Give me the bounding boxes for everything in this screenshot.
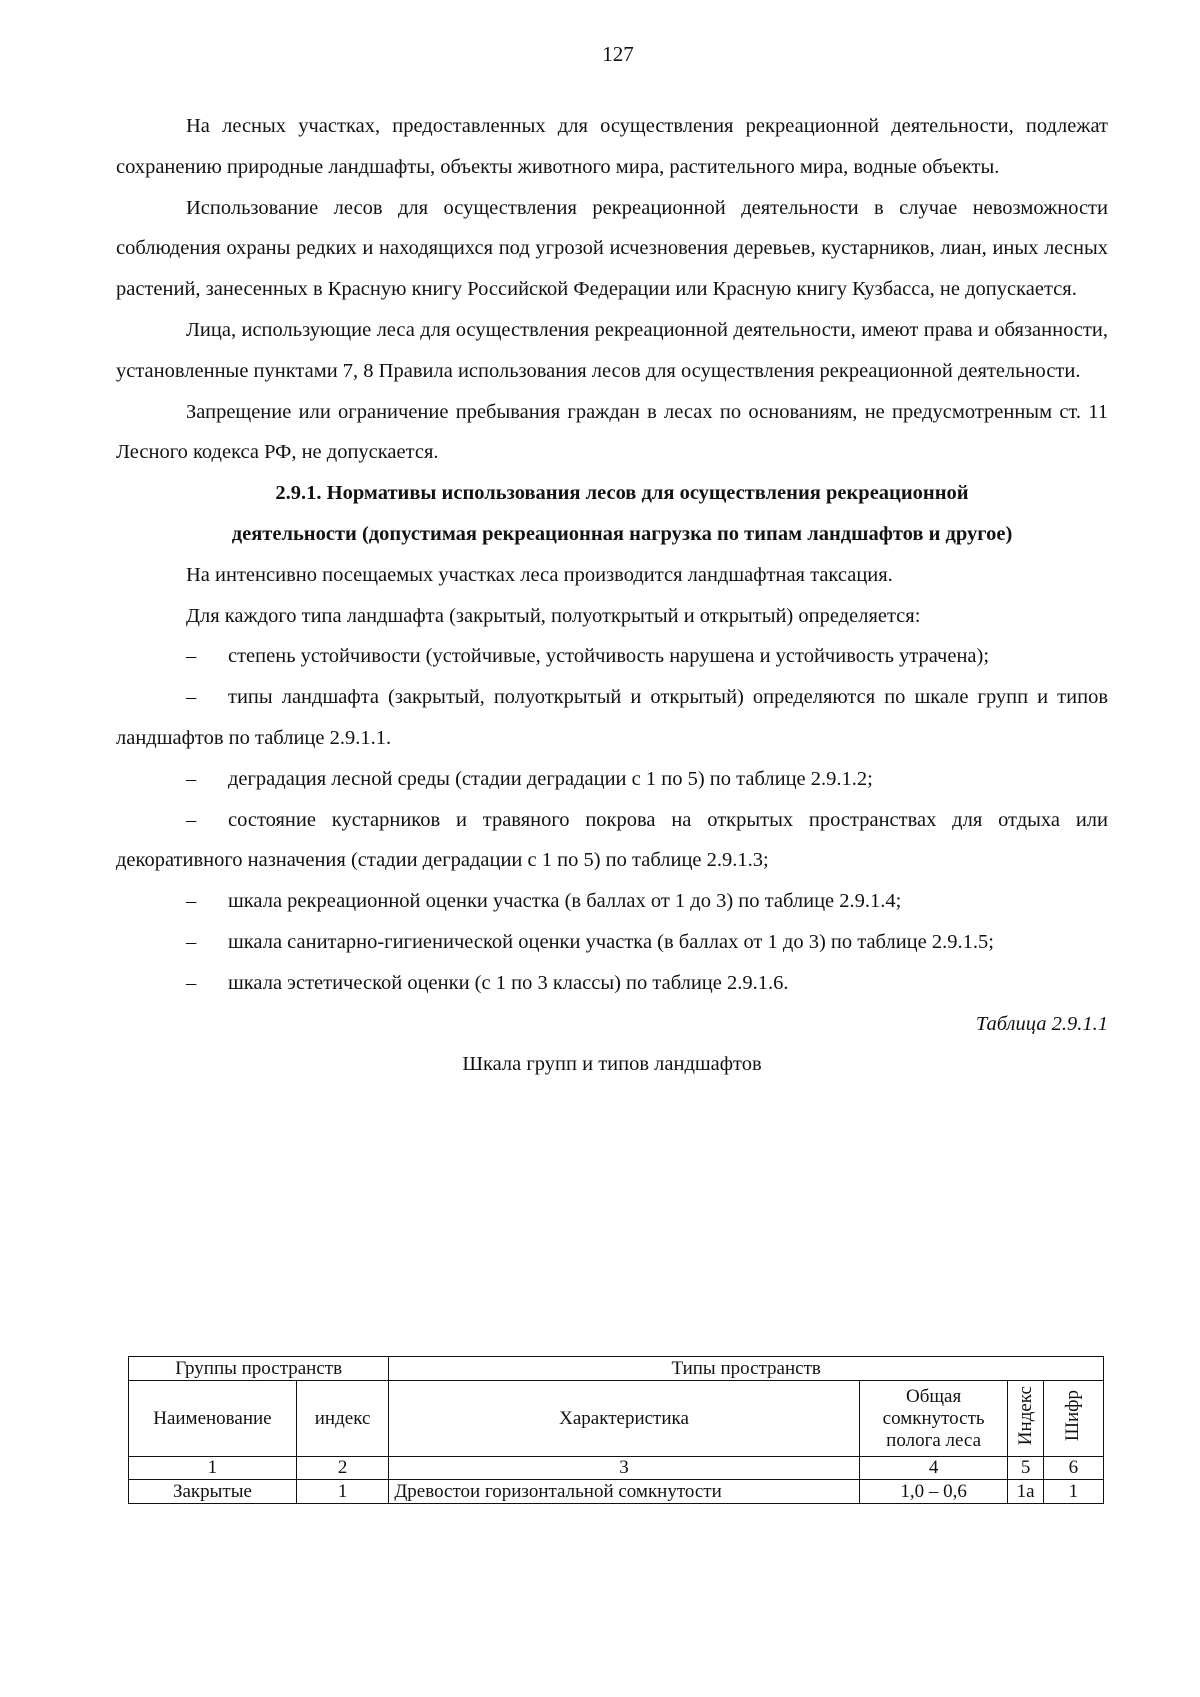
paragraph: На интенсивно посещаемых участках леса производится ландшафтная таксация. [186, 563, 893, 586]
table-header-cell: Общая сомкнутость полога леса [859, 1381, 1008, 1457]
section-heading-line: деятельности (допустимая рекреационная нагрузка по типам ландшафтов и другое) [231, 522, 1013, 545]
dash-marker: – [186, 890, 197, 913]
table-cell: 3 [389, 1457, 859, 1480]
list-item [116, 636, 1108, 677]
table-cell: 1 [296, 1480, 388, 1504]
document-body [116, 106, 1108, 1085]
paragraph: Для каждого типа ландшафта (закрытый, полуоткрытый и открытый) определяется: [186, 604, 921, 627]
table-cell: 5 [1008, 1457, 1043, 1480]
table-cell: 1а [1008, 1480, 1043, 1504]
paragraph: На лесных участках, предоставленных для осуществления рекреационной деятельности, подлежат сохранению природные ландшафты, объекты животного мира, растительного мира, водные объекты. [116, 115, 1108, 178]
table-header-cell: Наименование [129, 1381, 297, 1457]
table-row [129, 1480, 1104, 1504]
table-cell: 1 [129, 1457, 297, 1480]
list-item-text: шкала санитарно-гигиенической оценки участка (в баллах от 1 до 3) по таблице 2.9.1.5; [228, 930, 994, 953]
table-header-cell: Группы пространств [129, 1357, 389, 1381]
list-item [116, 922, 1108, 963]
list-item [116, 759, 1108, 800]
table-caption: Таблица 2.9.1.1 [975, 1012, 1108, 1035]
list-item-text: состояние кустарников и травяного покрова на открытых пространствах для отдыха или декоративного назначения (стадии деградации с 1 по 5) по таблице 2.9.1.3; [116, 808, 1108, 872]
paragraph: Запрещение или ограничение пребывания граждан в лесах по основаниям, не предусмотренным ст. 11 Лесного кодекса РФ, не допускается. [116, 400, 1108, 464]
table-header-row [129, 1357, 1104, 1381]
section-heading [116, 473, 1108, 555]
paragraph: Лица, использующие леса для осуществления рекреационной деятельности, имеют права и обязанности, установленные пунктами 7, 8 Правила использования лесов для осуществления рекреационной деятельности. [116, 318, 1108, 382]
list-item [116, 800, 1108, 882]
table-cell: Закрытые [129, 1480, 297, 1504]
table-cell: 2 [296, 1457, 388, 1480]
paragraph: Использование лесов для осуществления рекреационной деятельности в случае невозможности соблюдения охраны редких и находящихся под угрозой исчезновения деревьев, кустарников, лиан, иных лесных растений, занесенных в Красную книгу Российской Федерации или Красную книгу Кузбасса, не допускается. [116, 196, 1108, 301]
vertical-header-text: Шифр [1062, 1389, 1084, 1442]
table-header-cell [1043, 1381, 1103, 1457]
list-item-text: степень устойчивости (устойчивые, устойчивость нарушена и устойчивость утрачена); [228, 645, 990, 668]
vertical-header-text: Индекс [1014, 1385, 1036, 1446]
list-item-text: шкала эстетической оценки (с 1 по 3 классы) по таблице 2.9.1.6. [228, 971, 789, 994]
table-header-cell: Характеристика [389, 1381, 859, 1457]
table-number-row [129, 1457, 1104, 1480]
dash-marker: – [186, 930, 197, 953]
page-number: 127 [602, 42, 634, 66]
table-header-cell [1008, 1381, 1043, 1457]
table-title: Шкала групп и типов ландшафтов [462, 1053, 762, 1076]
dash-marker: – [186, 808, 197, 831]
list-item-text: деградация лесной среды (стадии деградации с 1 по 5) по таблице 2.9.1.2; [228, 767, 873, 790]
dash-marker: – [186, 686, 197, 709]
list-item-text: шкала рекреационной оценки участка (в баллах от 1 до 3) по таблице 2.9.1.4; [228, 890, 902, 913]
dash-marker: – [186, 767, 197, 790]
table-cell: Древостои горизонтальной сомкнутости [389, 1480, 859, 1504]
section-heading-line: 2.9.1. Нормативы использования лесов для осуществления рекреационной [275, 482, 969, 505]
table-cell: 1 [1043, 1480, 1103, 1504]
table-header-row [129, 1381, 1104, 1457]
dash-marker: – [186, 645, 197, 668]
list-item-text: типы ландшафта (закрытый, полуоткрытый и открытый) определяются по шкале групп и типов ландшафтов по таблице 2.9.1.1. [116, 686, 1108, 749]
list-item [116, 677, 1108, 759]
table-cell: 1,0 – 0,6 [859, 1480, 1008, 1504]
table-cell: 4 [859, 1457, 1008, 1480]
list-item [116, 963, 1108, 1004]
table-header-cell: индекс [296, 1381, 388, 1457]
table-header-cell: Типы пространств [389, 1357, 1104, 1381]
dash-marker: – [186, 971, 197, 994]
landscape-table [128, 1356, 1104, 1504]
table-cell: 6 [1043, 1457, 1103, 1480]
list-item [116, 881, 1108, 922]
